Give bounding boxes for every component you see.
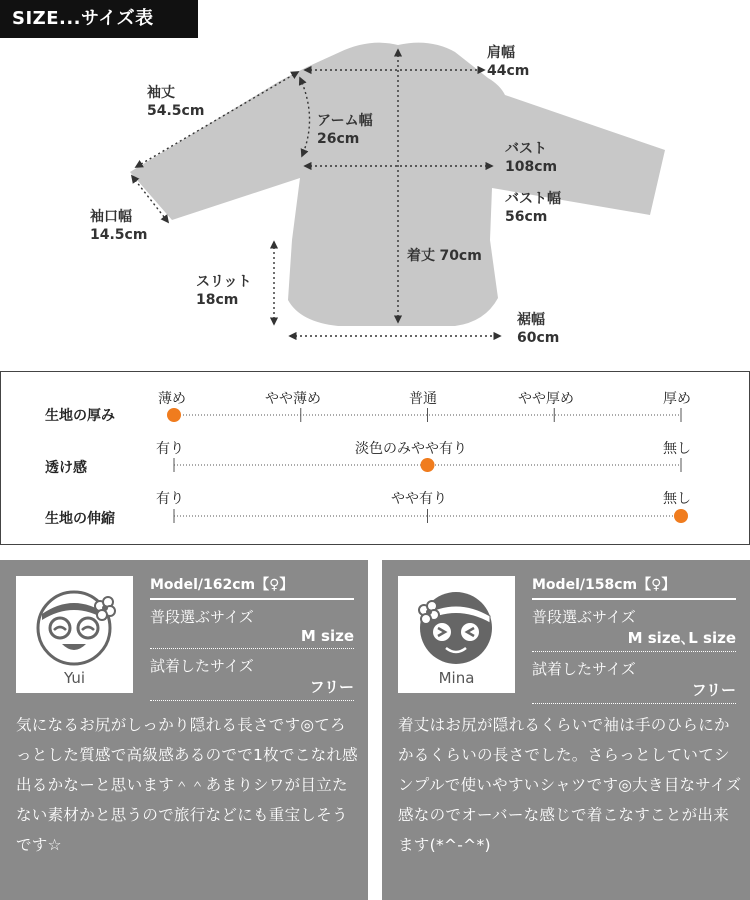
label-length: 着丈 70cm bbox=[407, 248, 482, 264]
fabric-thickness-title: 生地の厚み bbox=[45, 408, 115, 424]
thickness-label-normal: 普通 bbox=[409, 391, 437, 407]
model-panel-yui bbox=[0, 560, 368, 900]
fabric-scales bbox=[1, 372, 749, 544]
model-mina-tried-value: フリー bbox=[532, 679, 736, 704]
model-mina-tried-label: 試着したサイズ bbox=[532, 660, 636, 678]
label-cuff: 袖口幅 14.5cm bbox=[90, 209, 148, 243]
label-bust-width: バスト幅 56cm bbox=[505, 191, 561, 225]
model-yui-usual-value: M size bbox=[150, 627, 354, 649]
thickness-label-slightly-thin: やや薄め bbox=[265, 391, 321, 407]
avatar-mina bbox=[398, 576, 515, 693]
model-mina-usual-label: 普段選ぶサイズ bbox=[532, 608, 636, 626]
avatar-mina-name: Mina bbox=[438, 669, 475, 687]
thickness-label-thick: 厚め bbox=[663, 391, 691, 407]
sheerness-label-light-only: 淡色のみやや有り bbox=[355, 441, 467, 457]
sheerness-label-no: 無し bbox=[663, 441, 691, 457]
label-arm: アーム幅 26cm bbox=[317, 113, 373, 147]
size-chart-header: SIZE...サイズ表 bbox=[0, 0, 198, 38]
model-yui-tried-label: 試着したサイズ bbox=[150, 657, 254, 675]
stretch-label-no: 無し bbox=[663, 491, 691, 507]
avatar-yui-name: Yui bbox=[63, 669, 86, 687]
fabric-sheerness-title: 透け感 bbox=[45, 460, 87, 476]
label-sleeve: 袖丈 54.5cm bbox=[147, 85, 205, 119]
thickness-label-thin: 薄め bbox=[158, 391, 186, 407]
stretch-label-yes: 有り bbox=[156, 491, 184, 507]
model-info-mina bbox=[532, 574, 736, 704]
label-shoulder: 肩幅 44cm bbox=[487, 45, 530, 79]
label-slit: スリット 18cm bbox=[196, 274, 252, 308]
model-mina-height: Model/158cm【♀】 bbox=[532, 574, 736, 600]
model-yui-comment: 気になるお尻がしっかり隠れる長さです◎てろっとした質感で高級感あるのでで1枚でこなれ感出るかなーと思います＾＾あまりシワが目立たない素材かと思うので旅行などにも重宝しそうです☆ bbox=[16, 716, 358, 854]
model-yui-height: Model/162cm【♀】 bbox=[150, 574, 354, 600]
model-yui-tried-value: フリー bbox=[150, 676, 354, 701]
model-mina-usual-value: M size､L size bbox=[532, 627, 736, 652]
model-mina-comment: 着丈はお尻が隠れるくらいで袖は手のひらにかかるくらいの長さでした。さらっとしていてシンプルで使いやすいシャツです◎大き目なサイズ感なのでオーバーな感じで着こなすことが出来ます(*^-^*) bbox=[398, 716, 742, 854]
model-panel-mina bbox=[382, 560, 750, 900]
stretch-label-slight: やや有り bbox=[391, 491, 447, 507]
model-yui-usual-label: 普段選ぶサイズ bbox=[150, 608, 254, 626]
garment-diagram bbox=[0, 0, 750, 365]
model-info-yui bbox=[150, 574, 354, 701]
thickness-label-slightly-thick: やや厚め bbox=[518, 391, 574, 407]
fabric-scale-marker-2 bbox=[674, 509, 688, 523]
label-hem: 裾幅 60cm bbox=[517, 312, 560, 346]
label-bust: バスト 108cm bbox=[505, 141, 558, 175]
fabric-stretch-title: 生地の伸縮 bbox=[45, 511, 115, 527]
fabric-characteristics bbox=[0, 371, 750, 545]
sheerness-label-yes: 有り bbox=[156, 441, 184, 457]
fabric-scale-marker-1 bbox=[421, 458, 435, 472]
fabric-scale-marker-0 bbox=[167, 408, 181, 422]
avatar-yui bbox=[16, 576, 133, 693]
